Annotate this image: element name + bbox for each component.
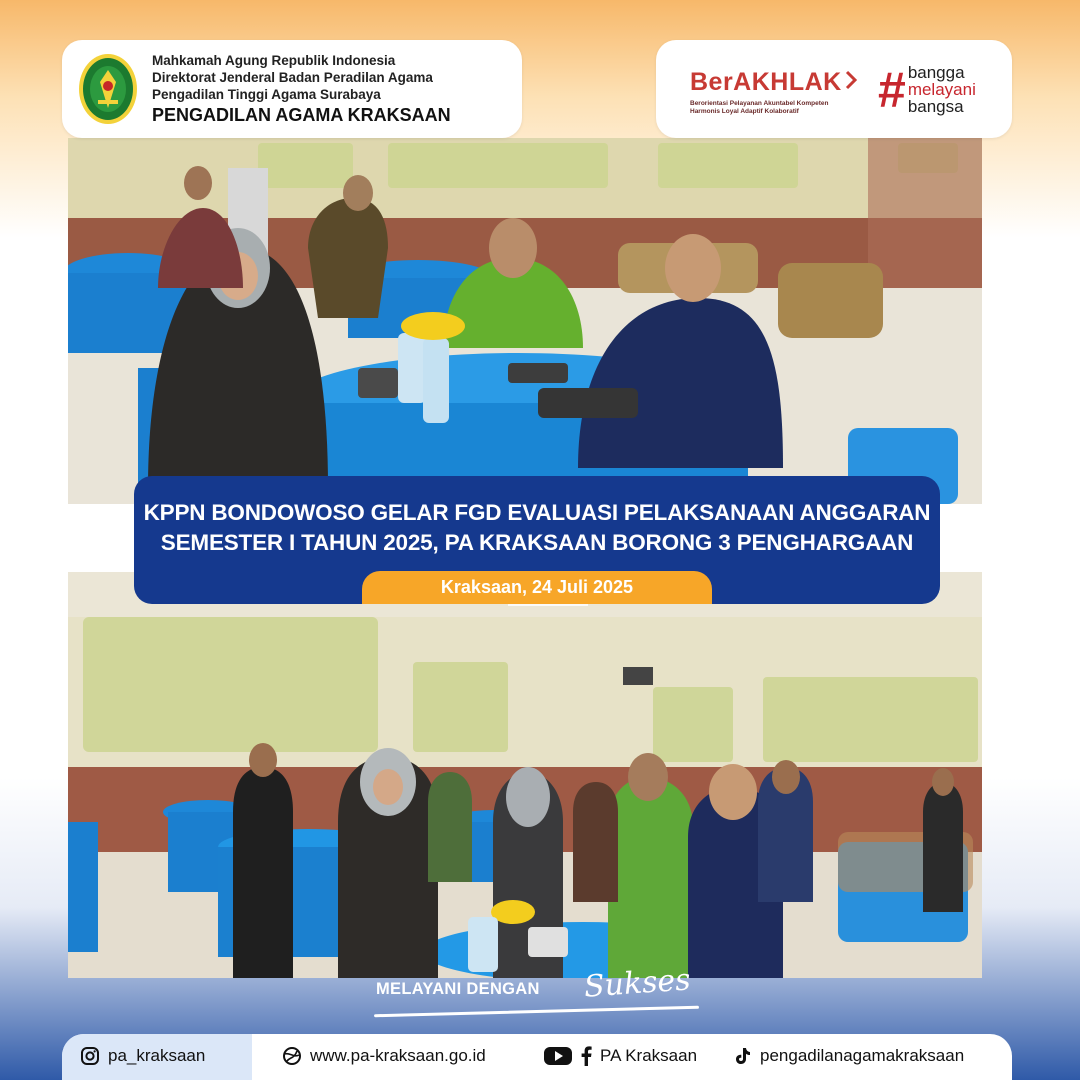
tagline [374, 962, 714, 1022]
tagline-main: MELAYANI DENGAN [376, 980, 540, 998]
institution-line-3: Pengadilan Tinggi Agama Surabaya [152, 87, 381, 102]
bangga-line-2: melayani [907, 80, 976, 99]
institution-line-1: Mahkamah Agung Republik Indonesia [152, 53, 396, 68]
berakhlak-subtitle [690, 100, 865, 116]
tiktok-icon [732, 1046, 752, 1066]
bangga-line-1: bangga [907, 63, 965, 82]
chevron-accent-icon [844, 70, 858, 96]
hashtag-icon: # [878, 61, 906, 118]
institution-header [62, 40, 522, 138]
instagram-handle: pa_kraksaan [108, 1046, 206, 1065]
court-emblem-icon [78, 52, 138, 126]
institution-line-2: Direktorat Jenderal Badan Peradilan Agama [152, 70, 433, 85]
footer-instagram[interactable] [80, 1046, 205, 1066]
bangga-line-3: bangsa [907, 97, 964, 116]
court-name: PENGADILAN AGAMA KRAKSAAN [152, 105, 451, 125]
headline-line-2: SEMESTER I TAHUN 2025, PA KRAKSAAN BORONG 3 PENGHARGAAN [160, 530, 914, 555]
footer-youtube-facebook[interactable] [544, 1046, 697, 1066]
footer-website[interactable] [282, 1046, 486, 1066]
globe-icon [282, 1046, 302, 1066]
website-url: www.pa-kraksaan.go.id [310, 1046, 486, 1065]
facebook-icon [580, 1046, 592, 1066]
tagline-script: Sukses [582, 962, 692, 1005]
tagline-underline [374, 1006, 699, 1018]
tiktok-handle: pengadilanagamakraksaan [760, 1046, 965, 1065]
meeting-photo-top [68, 138, 982, 504]
berakhlak-logo [690, 68, 860, 116]
youtube-facebook-name: PA Kraksaan [600, 1046, 698, 1065]
social-footer [62, 1034, 1012, 1080]
berakhlak-word: BerAKHLAK [690, 68, 842, 96]
instagram-icon [80, 1046, 100, 1066]
youtube-icon [544, 1046, 572, 1066]
headline-line-1: KPPN BONDOWOSO GELAR FGD EVALUASI PELAKSANAAN ANGGARAN [143, 500, 931, 525]
meeting-photo-bottom [68, 572, 982, 978]
berakhlak-subtitle-2: Harmonis Loyal Adaptif Kolaboratif [690, 108, 799, 115]
branding-header [656, 40, 1012, 138]
event-date: Kraksaan, 24 Juli 2025 [440, 577, 634, 597]
bangga-melayani-logo [878, 61, 998, 118]
footer-tiktok[interactable] [732, 1046, 964, 1066]
date-badge [362, 571, 712, 604]
berakhlak-subtitle-1: Berorientasi Pelayanan Akuntabel Kompeten [690, 100, 829, 107]
